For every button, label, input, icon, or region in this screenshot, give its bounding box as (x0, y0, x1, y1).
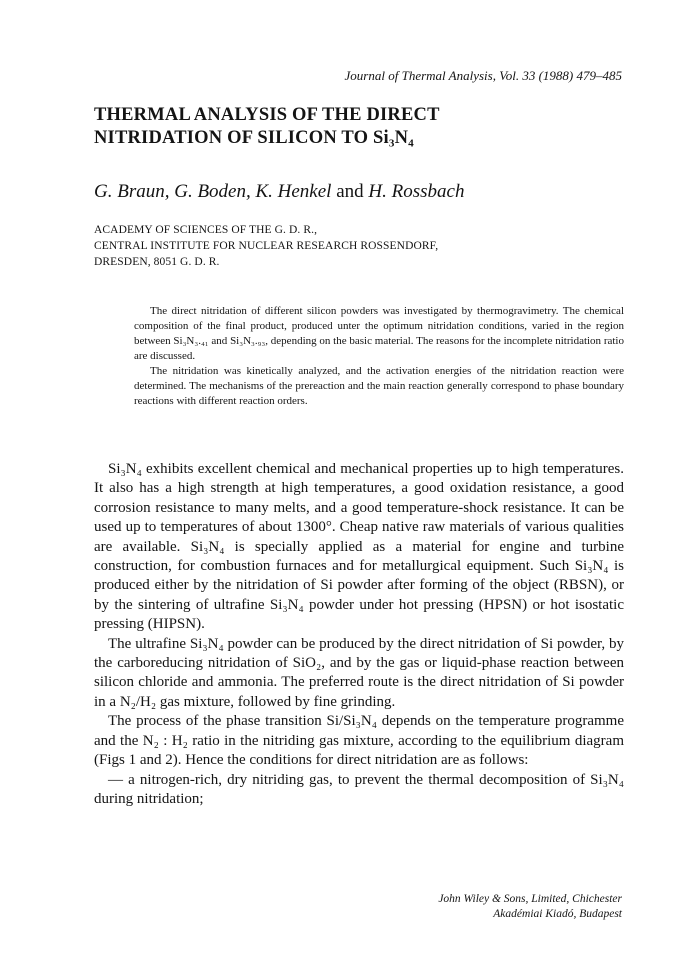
body-paragraph-1: Si₃N₄ exhibits excellent chemical and mechanical properties up to high temperatures. It also has a high strength at high temperatures, a good oxidation resistance, a good corrosion resistance to many melts, and a good temperature-shock resistance. It can be used up to temperatures of about 1300°. Cheap native raw materials of various qualities are available. Si₃N₄ is specially applied as a material for engine and turbine construction, for combustion furnaces and for metallurgical equipment. Such Si₃N₄ is produced either by the nitridation of Si powder after forming of the object (RBSN), or by the sintering of ultrafine Si₃N₄ powder under hot pressing (HPSN) or hot isostatic pressing (HIPSN). (94, 461, 624, 633)
body-paragraph-3: The process of the phase transition Si/Si₃N₄ depends on the temperature programme and the N₂ : H₂ ratio in the nitriding gas mixture, according to the equilibrium diagram (Figs 1 and 2). Hence the conditions for direct nitridation are as follows: (94, 713, 624, 769)
author-conjunction: and (336, 181, 364, 202)
author-list (94, 181, 464, 203)
author-names: G. Braun, G. Boden, K. Henkel (94, 181, 332, 202)
body-paragraph-4: — a nitrogen-rich, dry nitriding gas, to prevent the thermal decomposition of Si₃N₄ during nitridation; (94, 771, 624, 807)
body-paragraph-2: The ultrafine Si₃N₄ powder can be produced by the direct nitridation of Si powder, by the carboreducing nitridation of SiO₂, and by the gas or liquid-phase reaction between silicon chloride and ammonia. The preferred route is the direct nitridation of Si powder in a N₂/H₂ gas mixture, followed by fine grinding. (94, 635, 624, 710)
body-text (94, 460, 624, 809)
publisher-footer (438, 892, 622, 922)
affiliation (94, 222, 614, 270)
publisher-line-1: John Wiley & Sons, Limited, Chichester (438, 893, 622, 905)
affiliation-line-2: CENTRAL INSTITUTE FOR NUCLEAR RESEARCH ROSSENDORF, (94, 240, 439, 252)
journal-name: Journal of Thermal Analysis, (344, 68, 496, 83)
title-line-1: THERMAL ANALYSIS OF THE DIRECT (94, 105, 440, 125)
abstract (134, 304, 624, 409)
abstract-paragraph-1: The direct nitridation of different silicon powders was investigated by thermogravimetry. The chemical composition of the final product, produced unter the optimum nitridation conditions, varied in the region between Si₃N₃.₄₁ and Si₃N₃.₉₃, depending on the basic material. The reasons for the incomplete nitridation ratio are discussed. (134, 305, 624, 362)
article-title (94, 104, 614, 150)
abstract-paragraph-2: The nitridation was kinetically analyzed, and the activation energies of the nitridation reaction were determined. The mechanisms of the prereaction and the main reaction generally correspond to phase boundary reactions with different reaction orders. (134, 365, 624, 407)
title-line-2: NITRIDATION OF SILICON TO Si₃N₄ (94, 128, 414, 148)
affiliation-line-1: ACADEMY OF SCIENCES OF THE G. D. R., (94, 224, 318, 236)
publisher-line-2: Akadémiai Kiadó, Budapest (493, 908, 622, 920)
author-last: H. Rossbach (368, 181, 465, 202)
journal-volume: Vol. 33 (1988) 479–485 (499, 68, 622, 83)
affiliation-line-3: DRESDEN, 8051 G. D. R. (94, 256, 220, 268)
journal-citation (345, 68, 622, 84)
